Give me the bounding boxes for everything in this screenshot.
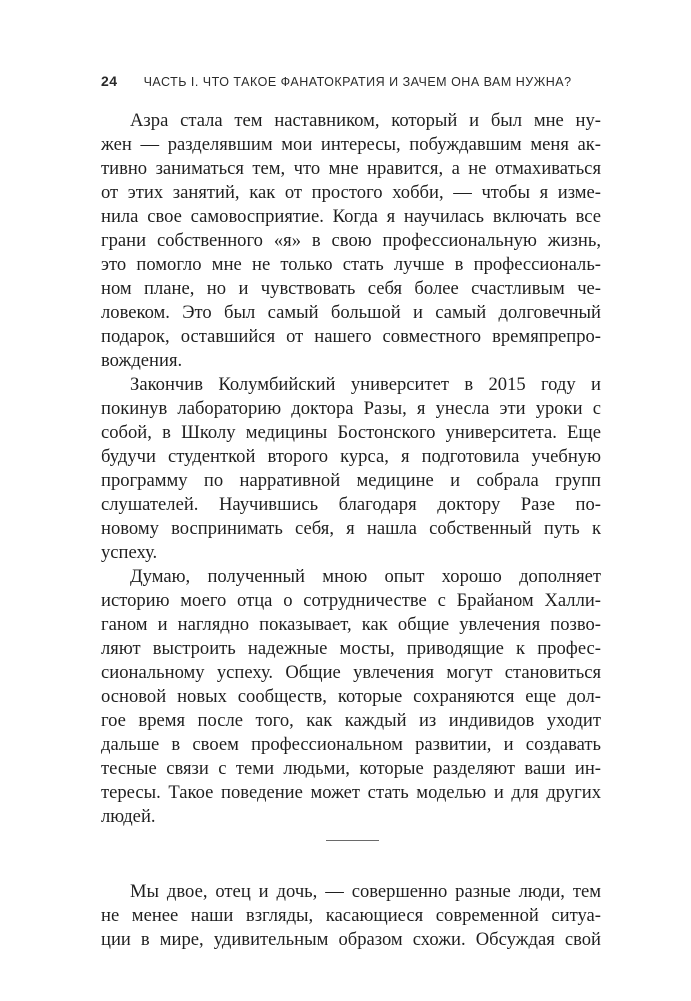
text-line: тивно заниматься тем, что мне нравится, а не отмахиваться [101,158,601,179]
text-line: Закончив Колумбийский университет в 2015 году и [130,374,601,395]
text-line: будучи студенткой второго курса, я подготовила учебную [101,446,601,467]
text-line: ции в мире, удивительным образом схожи. Обсуждая свой [101,929,601,950]
text-line: покинув лабораторию доктора Разы, я унесла эти уроки с [101,398,601,419]
text-line: собой, в Школу медицины Бостонского университета. Еще [101,422,601,443]
text-line: историю моего отца о сотрудничестве с Брайаном Халли- [101,590,601,611]
text-line: Мы двое, отец и дочь, — совершенно разные люди, тем [130,881,601,902]
text-line: грани собственного «я» в свою профессиональную жизнь, [101,230,601,251]
text-line: Думаю, полученный мною опыт хорошо дополняет [130,566,601,587]
text-line: тересы. Такое поведение может стать моделью и для других [101,782,601,803]
text-line: ганом и наглядно показывает, как общие увлечения позво- [101,614,601,635]
text-line: программу по нарративной медицине и собрала групп [101,470,601,491]
text-line: гое время после того, как каждый из индивидов уходит [101,710,601,731]
section-separator [326,840,379,841]
page-number: 24 [101,73,118,89]
text-line: Азра стала тем наставником, который и был мне ну- [130,110,601,131]
text-line: ном плане, но и чувствовать себя более счастливым че- [101,278,601,299]
text-line: это помогло мне не только стать лучше в профессиональ- [101,254,601,275]
text-line: дальше в своем профессиональном развитии, и создавать [101,734,601,755]
text-line: основой новых сообществ, которые сохраняются еще дол- [101,686,601,707]
text-line: ловеком. Это был самый большой и самый долговечный [101,302,601,323]
running-header [101,73,572,89]
text-line: тесные связи с теми людьми, которые разделяют ваши ин- [101,758,601,779]
text-line: подарок, оставшийся от нашего совместного времяпрепро- [101,326,601,347]
text-line: слушателей. Научившись благодаря доктору Разе по- [101,494,601,515]
text-line: успеху. [101,542,158,563]
text-line: вождения. [101,350,183,371]
text-line: ляют выстроить надежные мосты, приводящие к профес- [101,638,601,659]
text-line: жен — разделявшим мои интересы, побуждавшим меня ак- [101,134,601,155]
text-line: новому воспринимать себя, я нашла собственный путь к [101,518,601,539]
text-line: от этих занятий, как от простого хобби, — чтобы я изме- [101,182,601,203]
text-line: сиональному успеху. Общие увлечения могут становиться [101,662,601,683]
text-line: не менее наши взгляды, касающиеся современной ситуа- [101,905,601,926]
text-line: нила свое самовосприятие. Когда я научилась включать все [101,206,601,227]
text-line: людей. [101,806,156,827]
running-title: ЧАСТЬ I. ЧТО ТАКОЕ ФАНАТОКРАТИЯ И ЗАЧЕМ ОНА ВАМ НУЖНА? [143,75,572,89]
